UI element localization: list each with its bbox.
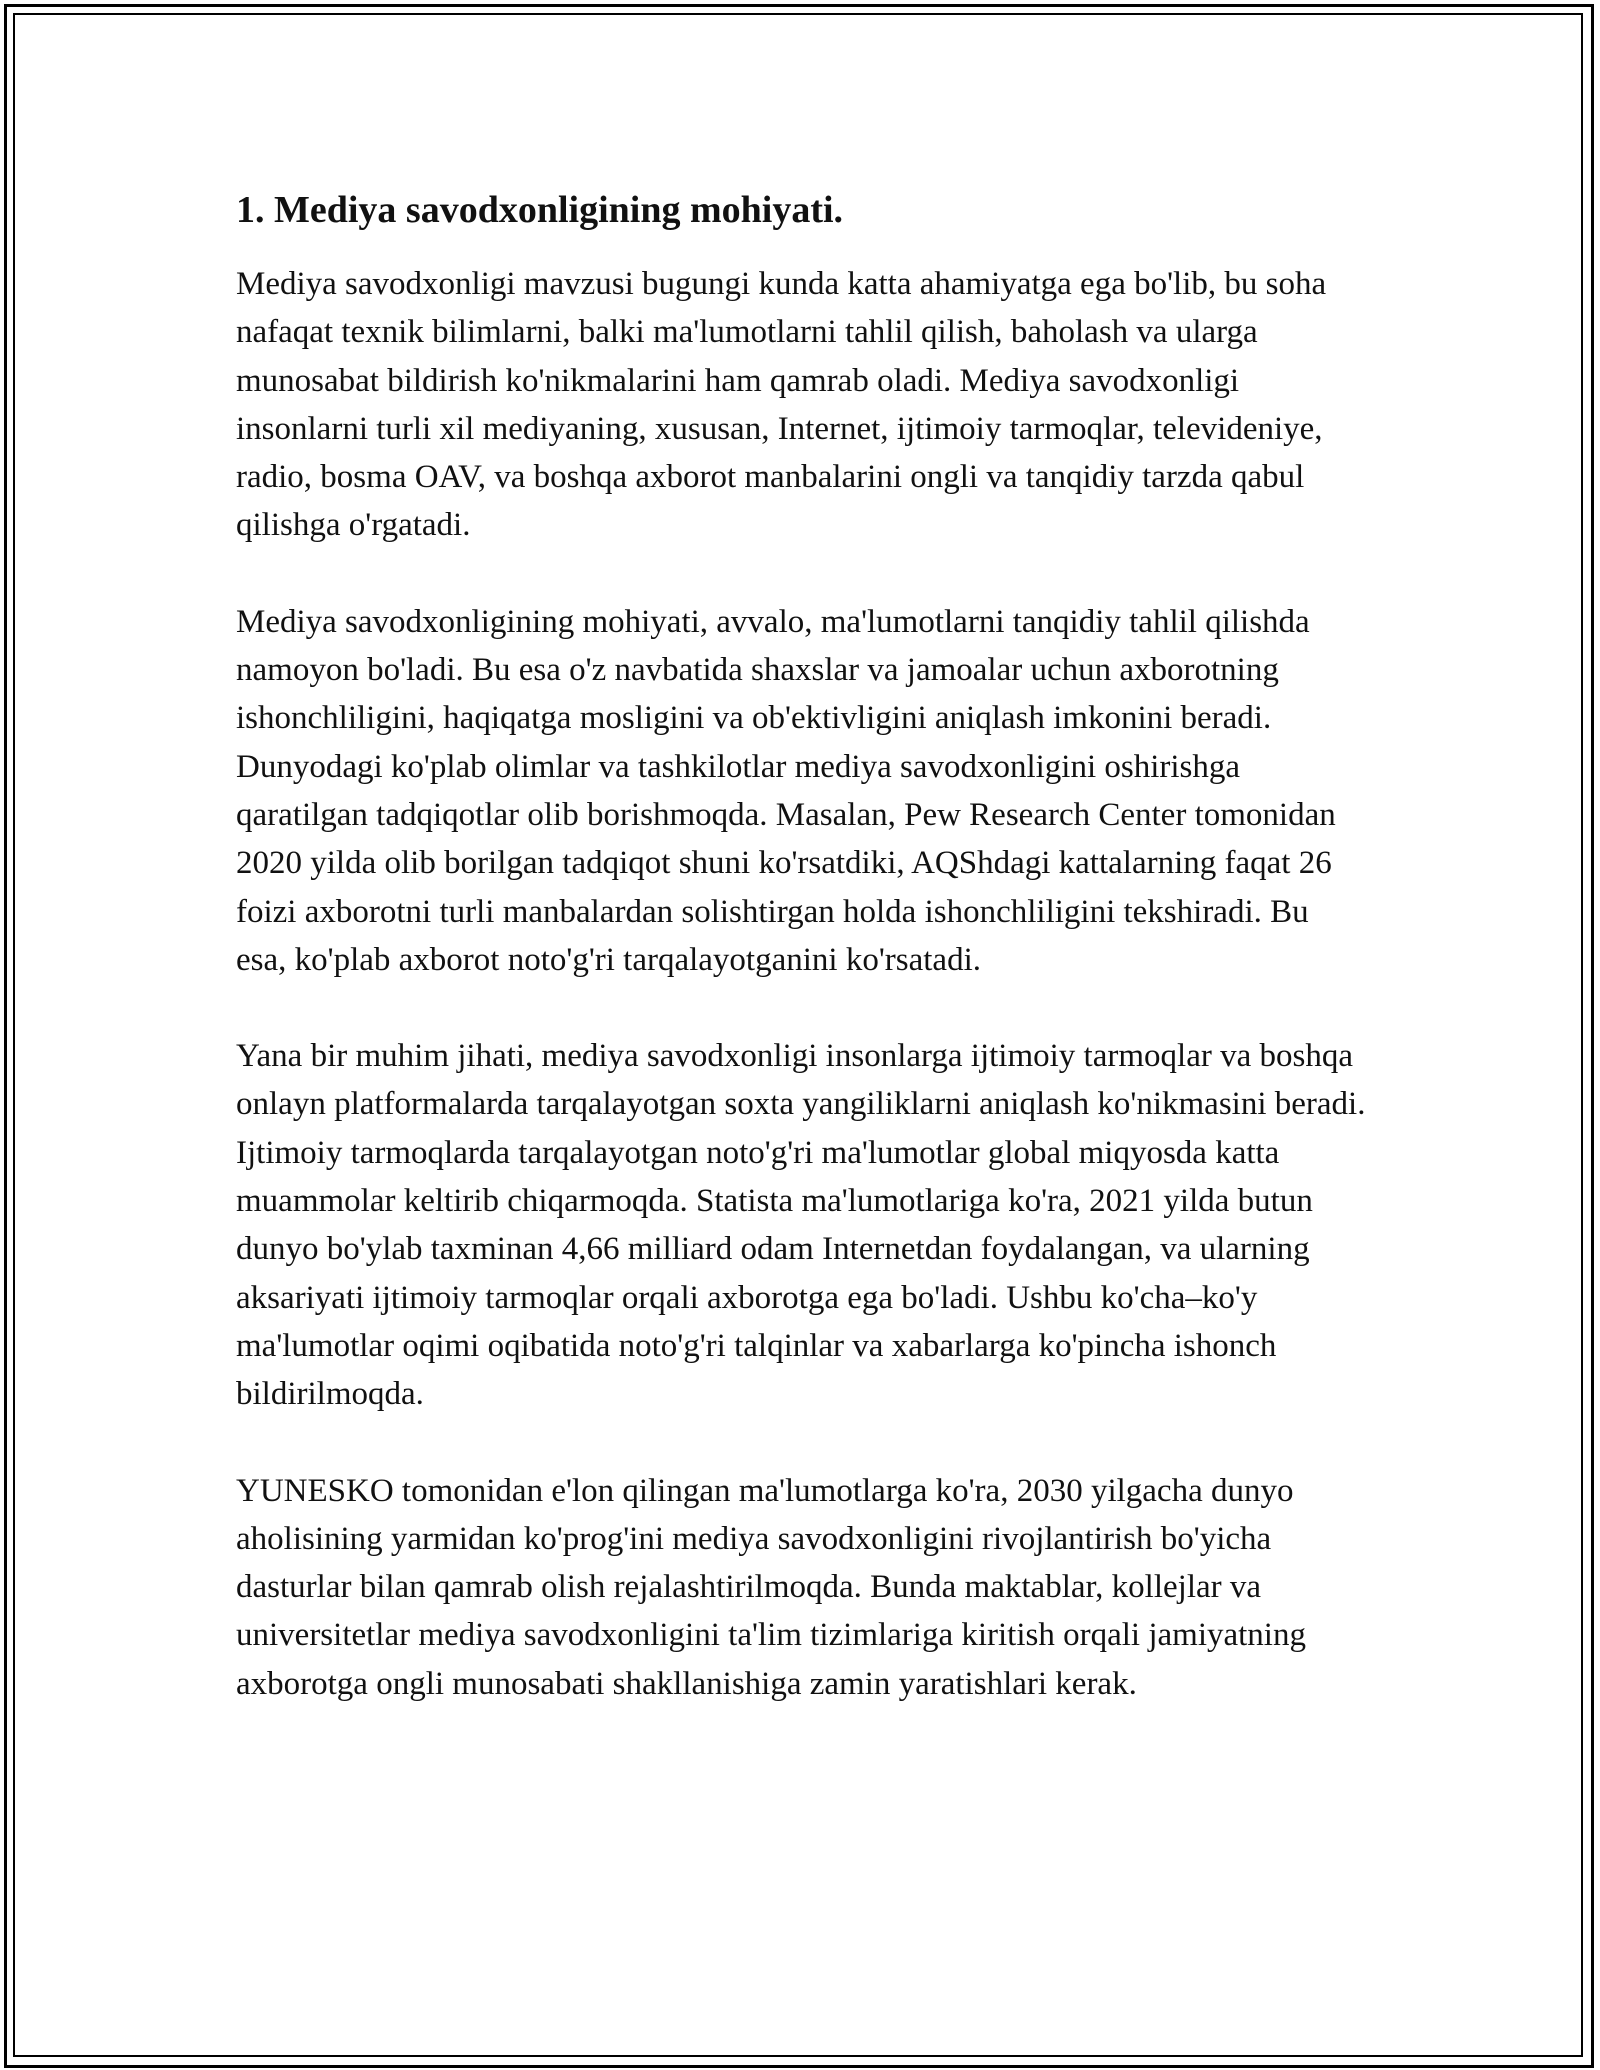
paragraph-1: Mediya savodxonligi mavzusi bugungi kunda katta ahamiyatga ega bo'lib, bu soha nafaqat texnik bilimlarni, balki ma'lumotlarni tahlil qilish, baholash va ularga munosabat bildirish ko'nikmalarini ham qamrab oladi. Mediya savodxonligi insonlarni turli xil mediyaning, xususan, Internet, ijtimoiy tarmoqlar, televideniye, radio, bosma OAV, va boshqa axborot manbalarini ongli va tanqidiy tarzda qabul qilishga o'rgatadi.: [236, 266, 1327, 544]
paragraph-2: Mediya savodxonligining mohiyati, avvalo, ma'lumotlarni tanqidiy tahlil qilishda namoyon bo'ladi. Bu esa o'z navbatida shaxslar va jamoalar uchun axborotning ishonchliligini, haqiqatga mosligini va ob'ektivligini aniqlash imkonini beradi. Dunyodagi ko'plab olimlar va tashkilotlar mediya savodxonligini oshirishga qaratilgan tadqiqotlar olib borishmoqda. Masalan, Pew Research Center tomonidan 2020 yilda olib borilgan tadqiqot shuni ko'rsatdiki, AQShdagi kattalarning faqat 26 foizi axborotni turli manbalardan solishtirgan holda ishonchliligini tekshiradi. Bu esa, ko'plab axborot noto'g'ri tarqalayotganini ko'rsatadi.: [236, 603, 1336, 978]
paragraph-4: YUNESKO tomonidan e'lon qilingan ma'lumotlarga ko'ra, 2030 yilgacha dunyo aholisining yarmidan ko'prog'ini mediya savodxonligini rivojlantirish bo'yicha dasturlar bilan qamrab olish rejalashtirilmoqda. Bunda maktablar, kollejlar va universitetlar mediya savodxonligini ta'lim tizimlariga kiritish orqali jamiyatning axborotga ongli munosabati shakllanishiga zamin yaratishlari kerak.: [236, 1472, 1306, 1702]
paragraph-3: Yana bir muhim jihati, mediya savodxonligi insonlarga ijtimoiy tarmoqlar va boshqa onlayn platformalarda tarqalayotgan soxta yangiliklarni aniqlash ko'nikmasini beradi. Ijtimoiy tarmoqlarda tarqalayotgan noto'g'ri ma'lumotlar global miqyosda katta muammolar keltirib chiqarmoqda. Statista ma'lumotlariga ko'ra, 2021 yilda butun dunyo bo'ylab taxminan 4,66 milliard odam Internetdan foydalangan, va ularning aksariyati ijtimoiy tarmoqlar orqali axborotga ega bo'ladi. Ushbu ko'cha–ko'y ma'lumotlar oqimi oqibatida noto'g'ri talqinlar va xabarlarga ko'pincha ishonch bildirilmoqda.: [236, 1038, 1366, 1413]
page-title: 1. Mediya savodxonligining mohiyati.: [236, 189, 844, 231]
document-body: [236, 186, 1366, 1708]
